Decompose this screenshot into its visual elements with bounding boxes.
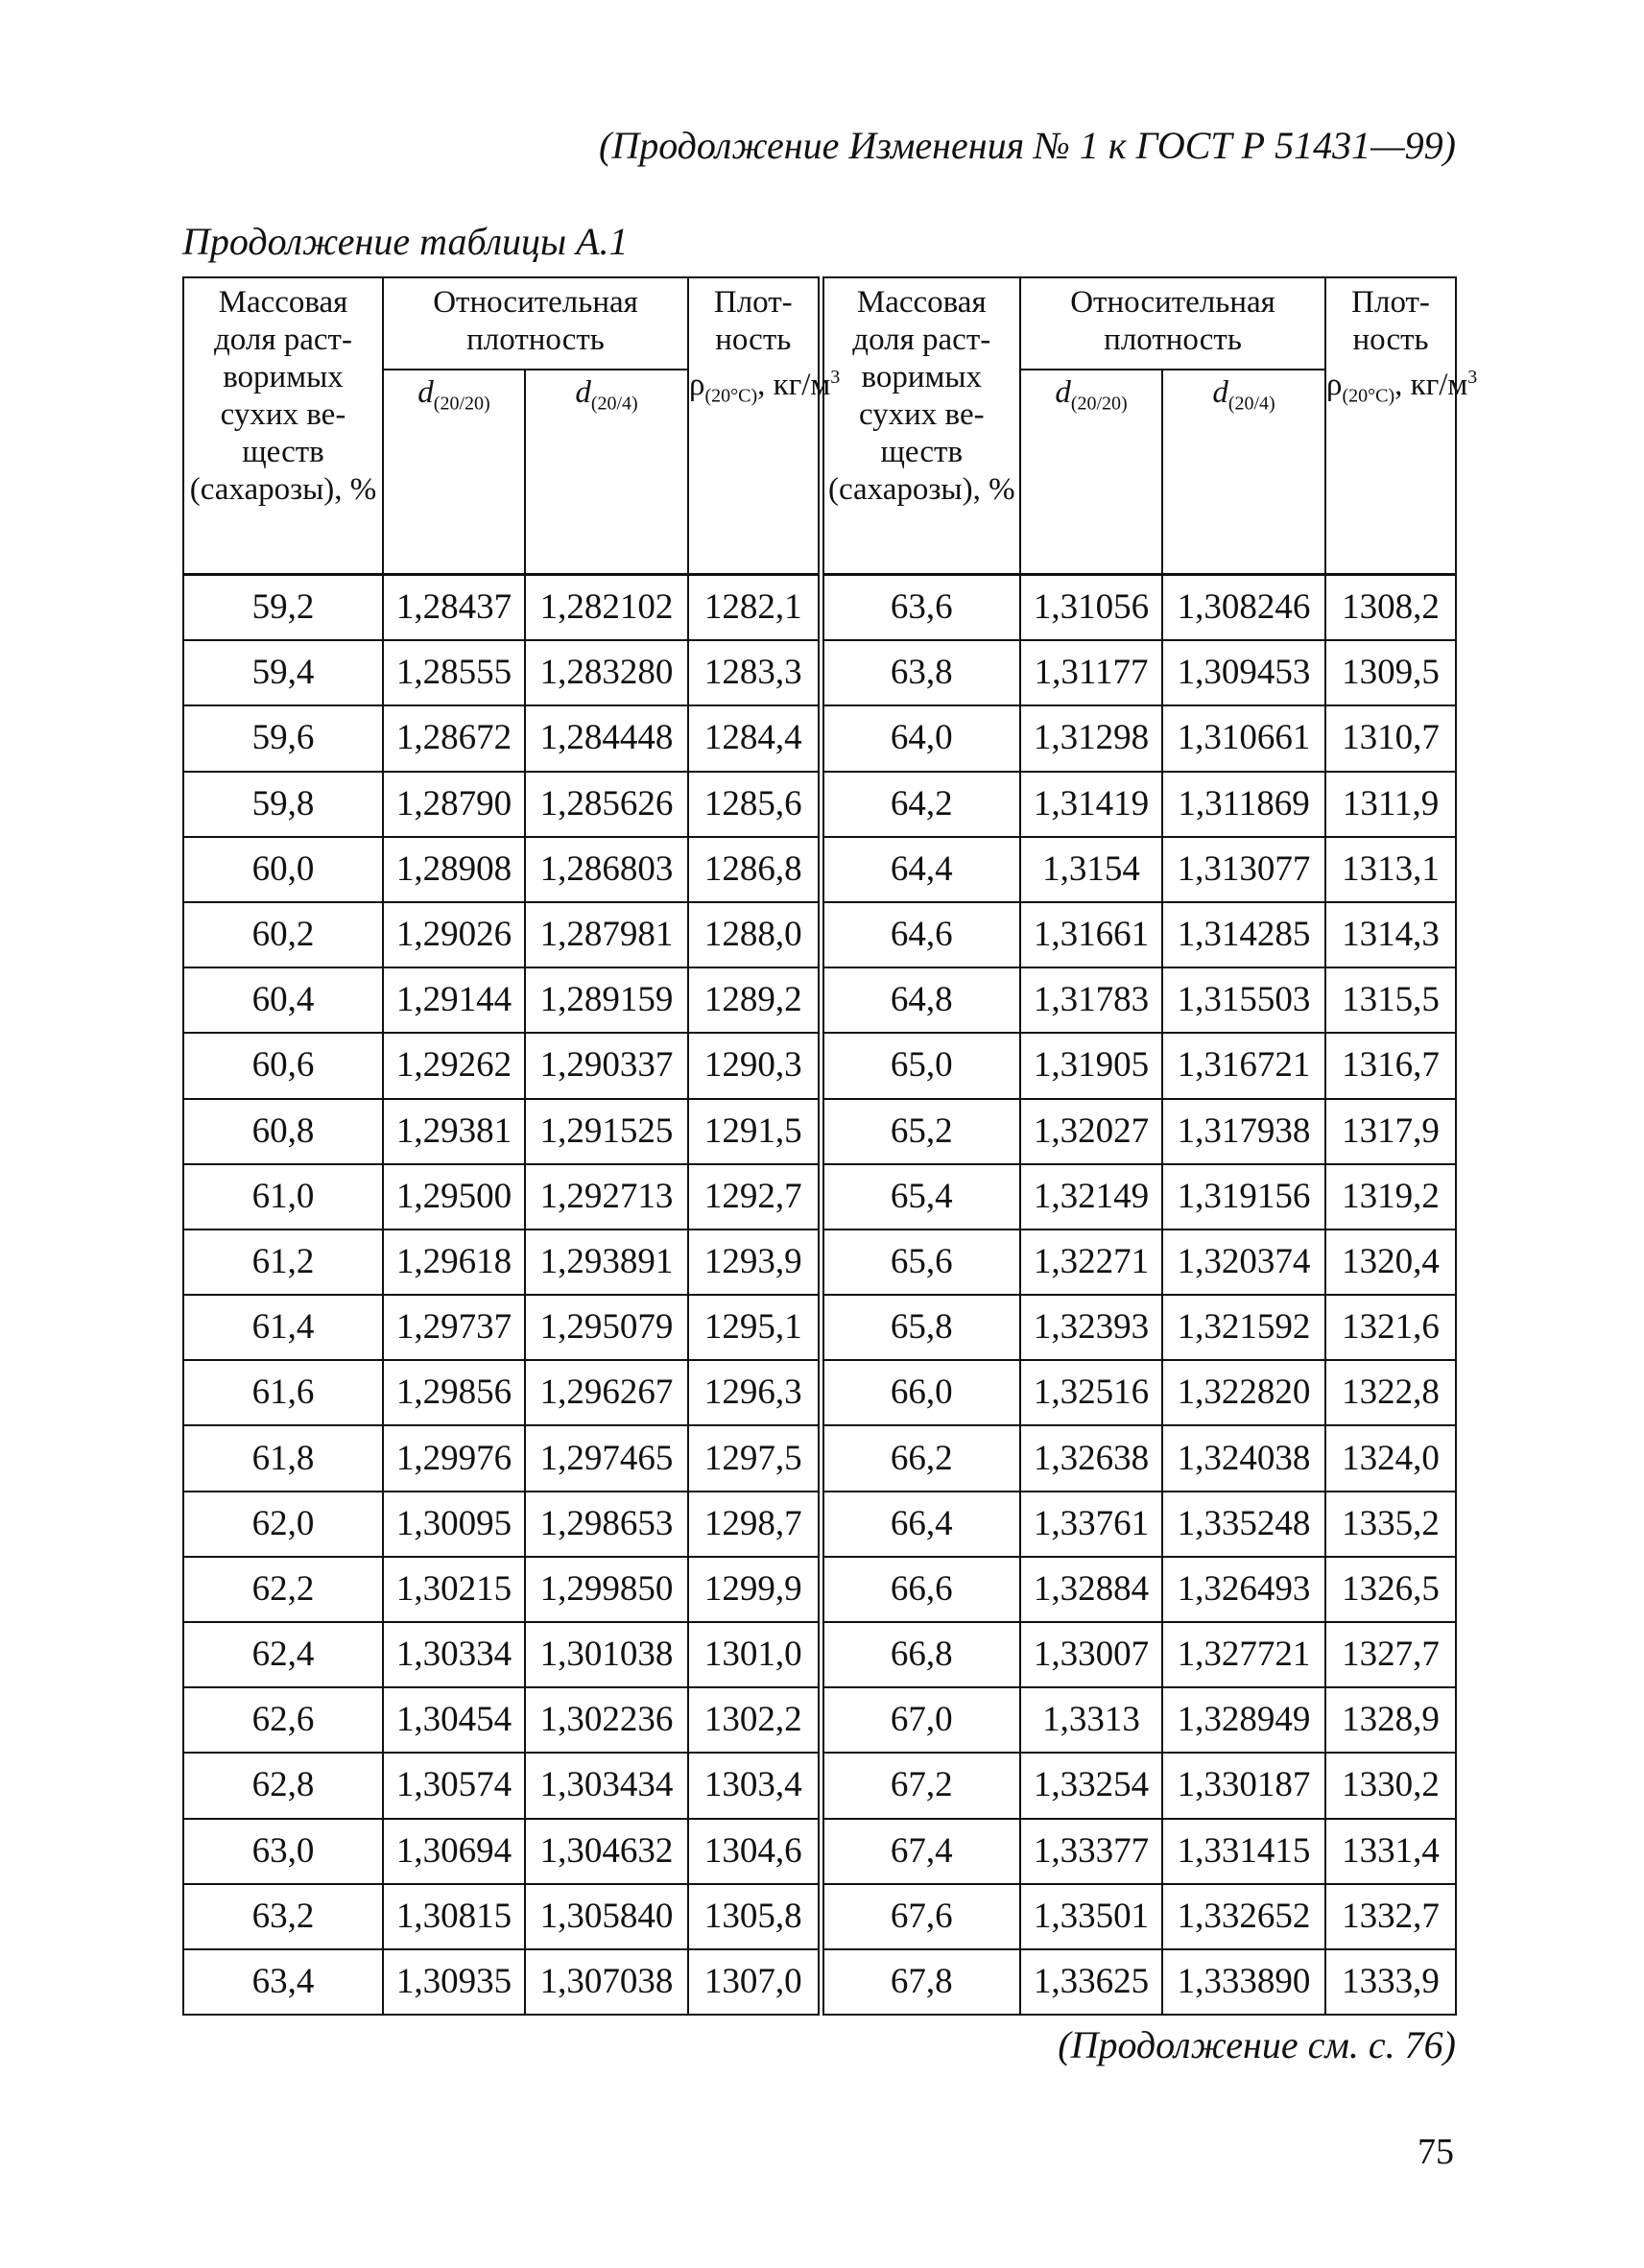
header-mass-fraction-left: Массовая доля раст-воримых сухих ве-ществ (сахарозы), %	[183, 277, 383, 575]
cell-mass-fraction-left: 60,0	[183, 837, 383, 902]
d-subscript: (20/20)	[1070, 393, 1128, 415]
cell-mass-fraction-left: 62,0	[183, 1492, 383, 1557]
cell-mass-fraction-left: 61,0	[183, 1164, 383, 1229]
cell-d-20-4-left: 1,283280	[525, 640, 688, 705]
cell-mass-fraction-left: 59,4	[183, 640, 383, 705]
cell-d-20-20-right: 1,32638	[1020, 1425, 1162, 1491]
cell-mass-fraction-left: 61,2	[183, 1229, 383, 1295]
cell-d-20-20-right: 1,3313	[1020, 1687, 1162, 1753]
cell-d-20-4-right: 1,313077	[1162, 837, 1325, 902]
cell-d-20-20-right: 1,32271	[1020, 1229, 1162, 1295]
cell-d-20-4-right: 1,324038	[1162, 1425, 1325, 1491]
cell-mass-fraction-left: 61,8	[183, 1425, 383, 1491]
cell-d-20-20-left: 1,29618	[383, 1229, 525, 1295]
cell-d-20-4-right: 1,308246	[1162, 575, 1325, 641]
density-unit-text: , кг/м	[757, 368, 831, 402]
table-row	[183, 1425, 1456, 1491]
cell-d-20-20-left: 1,30935	[383, 1949, 525, 2015]
cell-d-20-20-right: 1,31419	[1020, 772, 1162, 837]
cell-d-20-4-left: 1,302236	[525, 1687, 688, 1753]
d-subscript: (20/20)	[433, 393, 490, 415]
cell-mass-fraction-right: 63,6	[821, 575, 1020, 641]
cell-d-20-4-right: 1,320374	[1162, 1229, 1325, 1295]
table-row	[183, 1295, 1456, 1360]
cell-d-20-20-right: 1,31177	[1020, 640, 1162, 705]
cell-d-20-4-right: 1,332652	[1162, 1884, 1325, 1949]
cell-mass-fraction-right: 64,0	[821, 705, 1020, 771]
table-row	[183, 1949, 1456, 2015]
table-row	[183, 1229, 1456, 1295]
cell-mass-fraction-left: 60,8	[183, 1099, 383, 1164]
rho-symbol: ρ	[689, 368, 705, 402]
cell-mass-fraction-right: 66,4	[821, 1492, 1020, 1557]
cell-d-20-20-right: 1,31905	[1020, 1033, 1162, 1098]
table-row	[183, 1099, 1456, 1164]
cell-mass-fraction-right: 66,2	[821, 1425, 1020, 1491]
cell-d-20-20-left: 1,29856	[383, 1360, 525, 1425]
cell-density-left: 1296,3	[688, 1360, 821, 1425]
cell-mass-fraction-left: 61,4	[183, 1295, 383, 1360]
header-density-unit	[1326, 359, 1478, 416]
d-subscript: (20/4)	[590, 393, 638, 415]
cell-d-20-4-left: 1,304632	[525, 1819, 688, 1884]
rho-subscript: (20°С)	[1342, 385, 1395, 407]
cell-d-20-20-left: 1,29262	[383, 1033, 525, 1098]
cell-density-left: 1292,7	[688, 1164, 821, 1229]
table-row	[183, 1164, 1456, 1229]
cell-density-left: 1290,3	[688, 1033, 821, 1098]
table-row	[183, 772, 1456, 837]
cell-density-left: 1293,9	[688, 1229, 821, 1295]
cell-density-right: 1308,2	[1325, 575, 1456, 641]
cell-density-right: 1331,4	[1325, 1819, 1456, 1884]
cell-d-20-4-right: 1,322820	[1162, 1360, 1325, 1425]
cell-d-20-20-left: 1,30095	[383, 1492, 525, 1557]
cell-d-20-4-right: 1,331415	[1162, 1819, 1325, 1884]
cell-d-20-4-left: 1,290337	[525, 1033, 688, 1098]
cell-d-20-4-right: 1,309453	[1162, 640, 1325, 705]
cell-d-20-20-left: 1,29026	[383, 902, 525, 967]
cell-d-20-20-right: 1,31783	[1020, 967, 1162, 1033]
cell-d-20-4-left: 1,298653	[525, 1492, 688, 1557]
cell-d-20-20-left: 1,28790	[383, 772, 525, 837]
table-row	[183, 837, 1456, 902]
cell-density-left: 1282,1	[688, 575, 821, 641]
cell-mass-fraction-right: 64,6	[821, 902, 1020, 967]
header-density-unit	[689, 359, 841, 416]
cell-d-20-20-right: 1,31056	[1020, 575, 1162, 641]
cell-d-20-20-left: 1,30694	[383, 1819, 525, 1884]
cell-d-20-20-right: 1,32149	[1020, 1164, 1162, 1229]
cell-density-left: 1302,2	[688, 1687, 821, 1753]
cell-density-right: 1322,8	[1325, 1360, 1456, 1425]
cell-d-20-20-left: 1,28437	[383, 575, 525, 641]
cell-mass-fraction-left: 63,4	[183, 1949, 383, 2015]
d-letter: d	[1212, 375, 1228, 410]
cell-d-20-20-left: 1,28672	[383, 705, 525, 771]
cell-density-right: 1317,9	[1325, 1099, 1456, 1164]
cell-d-20-4-left: 1,284448	[525, 705, 688, 771]
cell-density-left: 1298,7	[688, 1492, 821, 1557]
cell-mass-fraction-right: 65,2	[821, 1099, 1020, 1164]
cell-mass-fraction-right: 65,6	[821, 1229, 1020, 1295]
cell-mass-fraction-right: 67,2	[821, 1753, 1020, 1818]
cell-d-20-20-right: 1,33625	[1020, 1949, 1162, 2015]
cell-d-20-20-left: 1,30334	[383, 1622, 525, 1687]
table-row	[183, 1687, 1456, 1753]
cell-d-20-20-left: 1,28908	[383, 837, 525, 902]
cell-mass-fraction-left: 59,6	[183, 705, 383, 771]
cell-density-right: 1327,7	[1325, 1622, 1456, 1687]
cell-d-20-20-left: 1,29737	[383, 1295, 525, 1360]
cell-mass-fraction-right: 65,8	[821, 1295, 1020, 1360]
cell-mass-fraction-right: 63,8	[821, 640, 1020, 705]
cell-d-20-20-right: 1,33007	[1020, 1622, 1162, 1687]
cell-density-right: 1326,5	[1325, 1557, 1456, 1622]
continuation-note: (Продолжение см. с. 76)	[1058, 2023, 1456, 2066]
rho-subscript: (20°С)	[704, 385, 758, 407]
cell-mass-fraction-left: 60,2	[183, 902, 383, 967]
cell-d-20-4-right: 1,327721	[1162, 1622, 1325, 1687]
d-subscript: (20/4)	[1227, 393, 1275, 415]
cell-density-right: 1335,2	[1325, 1492, 1456, 1557]
header-d-20-20-right	[1020, 370, 1162, 575]
cell-density-left: 1297,5	[688, 1425, 821, 1491]
cell-density-left: 1283,3	[688, 640, 821, 705]
table-row	[183, 1884, 1456, 1949]
table-row	[183, 1622, 1456, 1687]
table-row	[183, 705, 1456, 771]
cell-mass-fraction-right: 64,2	[821, 772, 1020, 837]
cell-mass-fraction-right: 66,0	[821, 1360, 1020, 1425]
cell-mass-fraction-right: 64,4	[821, 837, 1020, 902]
cell-density-right: 1315,5	[1325, 967, 1456, 1033]
cell-density-right: 1330,2	[1325, 1753, 1456, 1818]
cell-d-20-4-left: 1,295079	[525, 1295, 688, 1360]
header-density-title: Плот-ность	[713, 285, 793, 357]
table-row	[183, 1819, 1456, 1884]
cell-d-20-4-left: 1,301038	[525, 1622, 688, 1687]
cell-mass-fraction-left: 62,2	[183, 1557, 383, 1622]
cell-d-20-20-left: 1,30215	[383, 1557, 525, 1622]
cell-d-20-20-right: 1,32516	[1020, 1360, 1162, 1425]
cell-d-20-4-right: 1,310661	[1162, 705, 1325, 771]
cell-density-right: 1309,5	[1325, 640, 1456, 705]
cell-d-20-4-left: 1,282102	[525, 575, 688, 641]
cell-mass-fraction-left: 63,2	[183, 1884, 383, 1949]
cell-mass-fraction-right: 64,8	[821, 967, 1020, 1033]
cell-d-20-4-left: 1,286803	[525, 837, 688, 902]
header-d-20-20-left	[383, 370, 525, 575]
density-unit-sup: 3	[1467, 367, 1478, 388]
cell-d-20-20-right: 1,3154	[1020, 837, 1162, 902]
cell-d-20-20-left: 1,29381	[383, 1099, 525, 1164]
cell-d-20-4-left: 1,303434	[525, 1753, 688, 1818]
table-row	[183, 1753, 1456, 1818]
cell-mass-fraction-right: 67,4	[821, 1819, 1020, 1884]
table-row	[183, 1557, 1456, 1622]
header-mass-fraction-right: Массовая доля раст-воримых сухих ве-ществ (сахарозы), %	[821, 277, 1020, 575]
table-row	[183, 1033, 1456, 1098]
document-header-note: (Продолжение Изменения № 1 к ГОСТ Р 51431—99)	[599, 124, 1456, 167]
cell-density-right: 1324,0	[1325, 1425, 1456, 1491]
table-row	[183, 1492, 1456, 1557]
cell-d-20-4-right: 1,314285	[1162, 902, 1325, 967]
cell-d-20-4-left: 1,297465	[525, 1425, 688, 1491]
cell-d-20-4-right: 1,328949	[1162, 1687, 1325, 1753]
cell-density-left: 1303,4	[688, 1753, 821, 1818]
cell-d-20-20-left: 1,30815	[383, 1884, 525, 1949]
cell-d-20-20-right: 1,33254	[1020, 1753, 1162, 1818]
cell-density-right: 1314,3	[1325, 902, 1456, 967]
cell-d-20-4-left: 1,291525	[525, 1099, 688, 1164]
cell-mass-fraction-right: 67,0	[821, 1687, 1020, 1753]
cell-density-left: 1307,0	[688, 1949, 821, 2015]
header-d-20-4-left	[525, 370, 688, 575]
cell-d-20-4-left: 1,296267	[525, 1360, 688, 1425]
cell-d-20-4-right: 1,317938	[1162, 1099, 1325, 1164]
cell-mass-fraction-left: 61,6	[183, 1360, 383, 1425]
density-unit-sup: 3	[830, 367, 841, 388]
header-relative-density-left: Относительная плотность	[383, 277, 688, 370]
cell-density-left: 1289,2	[688, 967, 821, 1033]
cell-mass-fraction-right: 67,8	[821, 1949, 1020, 2015]
page-number: 75	[1418, 2132, 1454, 2172]
density-table-container	[182, 276, 1478, 2016]
cell-d-20-4-right: 1,319156	[1162, 1164, 1325, 1229]
cell-d-20-4-right: 1,316721	[1162, 1033, 1325, 1098]
density-table	[182, 276, 1478, 2016]
cell-d-20-4-left: 1,293891	[525, 1229, 688, 1295]
cell-mass-fraction-left: 60,6	[183, 1033, 383, 1098]
d-letter: d	[417, 375, 434, 410]
cell-density-right: 1332,7	[1325, 1884, 1456, 1949]
rho-symbol: ρ	[1326, 368, 1343, 402]
table-row	[183, 1360, 1456, 1425]
cell-density-right: 1320,4	[1325, 1229, 1456, 1295]
cell-d-20-20-right: 1,33377	[1020, 1819, 1162, 1884]
cell-density-right: 1310,7	[1325, 705, 1456, 771]
cell-density-left: 1284,4	[688, 705, 821, 771]
cell-d-20-4-right: 1,330187	[1162, 1753, 1325, 1818]
cell-mass-fraction-right: 67,6	[821, 1884, 1020, 1949]
header-density-left	[688, 277, 841, 575]
table-row	[183, 967, 1456, 1033]
cell-density-right: 1313,1	[1325, 837, 1456, 902]
table-body	[183, 575, 1456, 2016]
cell-d-20-4-right: 1,335248	[1162, 1492, 1325, 1557]
cell-d-20-20-right: 1,33761	[1020, 1492, 1162, 1557]
cell-d-20-20-left: 1,28555	[383, 640, 525, 705]
cell-density-right: 1333,9	[1325, 1949, 1456, 2015]
cell-d-20-4-right: 1,326493	[1162, 1557, 1325, 1622]
header-relative-density-right: Относительная плотность	[1020, 277, 1325, 370]
cell-density-left: 1291,5	[688, 1099, 821, 1164]
header-density-right	[1325, 277, 1478, 575]
cell-density-right: 1328,9	[1325, 1687, 1456, 1753]
cell-d-20-4-left: 1,307038	[525, 1949, 688, 2015]
cell-density-left: 1301,0	[688, 1622, 821, 1687]
density-unit-text: , кг/м	[1394, 368, 1468, 402]
cell-d-20-20-right: 1,31298	[1020, 705, 1162, 771]
cell-density-left: 1305,8	[688, 1884, 821, 1949]
cell-d-20-4-right: 1,311869	[1162, 772, 1325, 837]
cell-d-20-20-left: 1,29144	[383, 967, 525, 1033]
cell-d-20-4-left: 1,285626	[525, 772, 688, 837]
cell-d-20-20-right: 1,31661	[1020, 902, 1162, 967]
cell-density-left: 1285,6	[688, 772, 821, 837]
cell-density-right: 1316,7	[1325, 1033, 1456, 1098]
cell-d-20-20-left: 1,29976	[383, 1425, 525, 1491]
table-row	[183, 575, 1456, 641]
cell-density-left: 1299,9	[688, 1557, 821, 1622]
cell-d-20-4-right: 1,321592	[1162, 1295, 1325, 1360]
cell-mass-fraction-left: 62,6	[183, 1687, 383, 1753]
cell-d-20-20-right: 1,32884	[1020, 1557, 1162, 1622]
cell-d-20-20-left: 1,30574	[383, 1753, 525, 1818]
cell-d-20-4-left: 1,292713	[525, 1164, 688, 1229]
cell-density-left: 1286,8	[688, 837, 821, 902]
cell-mass-fraction-left: 59,8	[183, 772, 383, 837]
cell-d-20-4-left: 1,305840	[525, 1884, 688, 1949]
table-row	[183, 902, 1456, 967]
cell-d-20-4-left: 1,287981	[525, 902, 688, 967]
cell-density-left: 1304,6	[688, 1819, 821, 1884]
cell-d-20-20-left: 1,29500	[383, 1164, 525, 1229]
cell-mass-fraction-left: 62,8	[183, 1753, 383, 1818]
cell-mass-fraction-right: 65,0	[821, 1033, 1020, 1098]
cell-d-20-20-left: 1,30454	[383, 1687, 525, 1753]
cell-mass-fraction-left: 60,4	[183, 967, 383, 1033]
cell-mass-fraction-right: 66,8	[821, 1622, 1020, 1687]
cell-mass-fraction-right: 65,4	[821, 1164, 1020, 1229]
header-d-20-4-right	[1162, 370, 1325, 575]
cell-d-20-20-right: 1,32027	[1020, 1099, 1162, 1164]
table-caption: Продолжение таблицы А.1	[182, 220, 629, 263]
cell-density-left: 1288,0	[688, 902, 821, 967]
cell-density-left: 1295,1	[688, 1295, 821, 1360]
cell-d-20-4-left: 1,289159	[525, 967, 688, 1033]
cell-density-right: 1311,9	[1325, 772, 1456, 837]
cell-mass-fraction-left: 62,4	[183, 1622, 383, 1687]
cell-d-20-4-right: 1,315503	[1162, 967, 1325, 1033]
d-letter: d	[1055, 375, 1071, 410]
cell-d-20-4-right: 1,333890	[1162, 1949, 1325, 2015]
d-letter: d	[575, 375, 591, 410]
header-density-title: Плот-ность	[1351, 285, 1430, 357]
cell-d-20-4-left: 1,299850	[525, 1557, 688, 1622]
table-row	[183, 640, 1456, 705]
cell-mass-fraction-left: 63,0	[183, 1819, 383, 1884]
cell-d-20-20-right: 1,33501	[1020, 1884, 1162, 1949]
cell-mass-fraction-left: 59,2	[183, 575, 383, 641]
cell-density-right: 1321,6	[1325, 1295, 1456, 1360]
cell-mass-fraction-right: 66,6	[821, 1557, 1020, 1622]
cell-d-20-20-right: 1,32393	[1020, 1295, 1162, 1360]
cell-density-right: 1319,2	[1325, 1164, 1456, 1229]
